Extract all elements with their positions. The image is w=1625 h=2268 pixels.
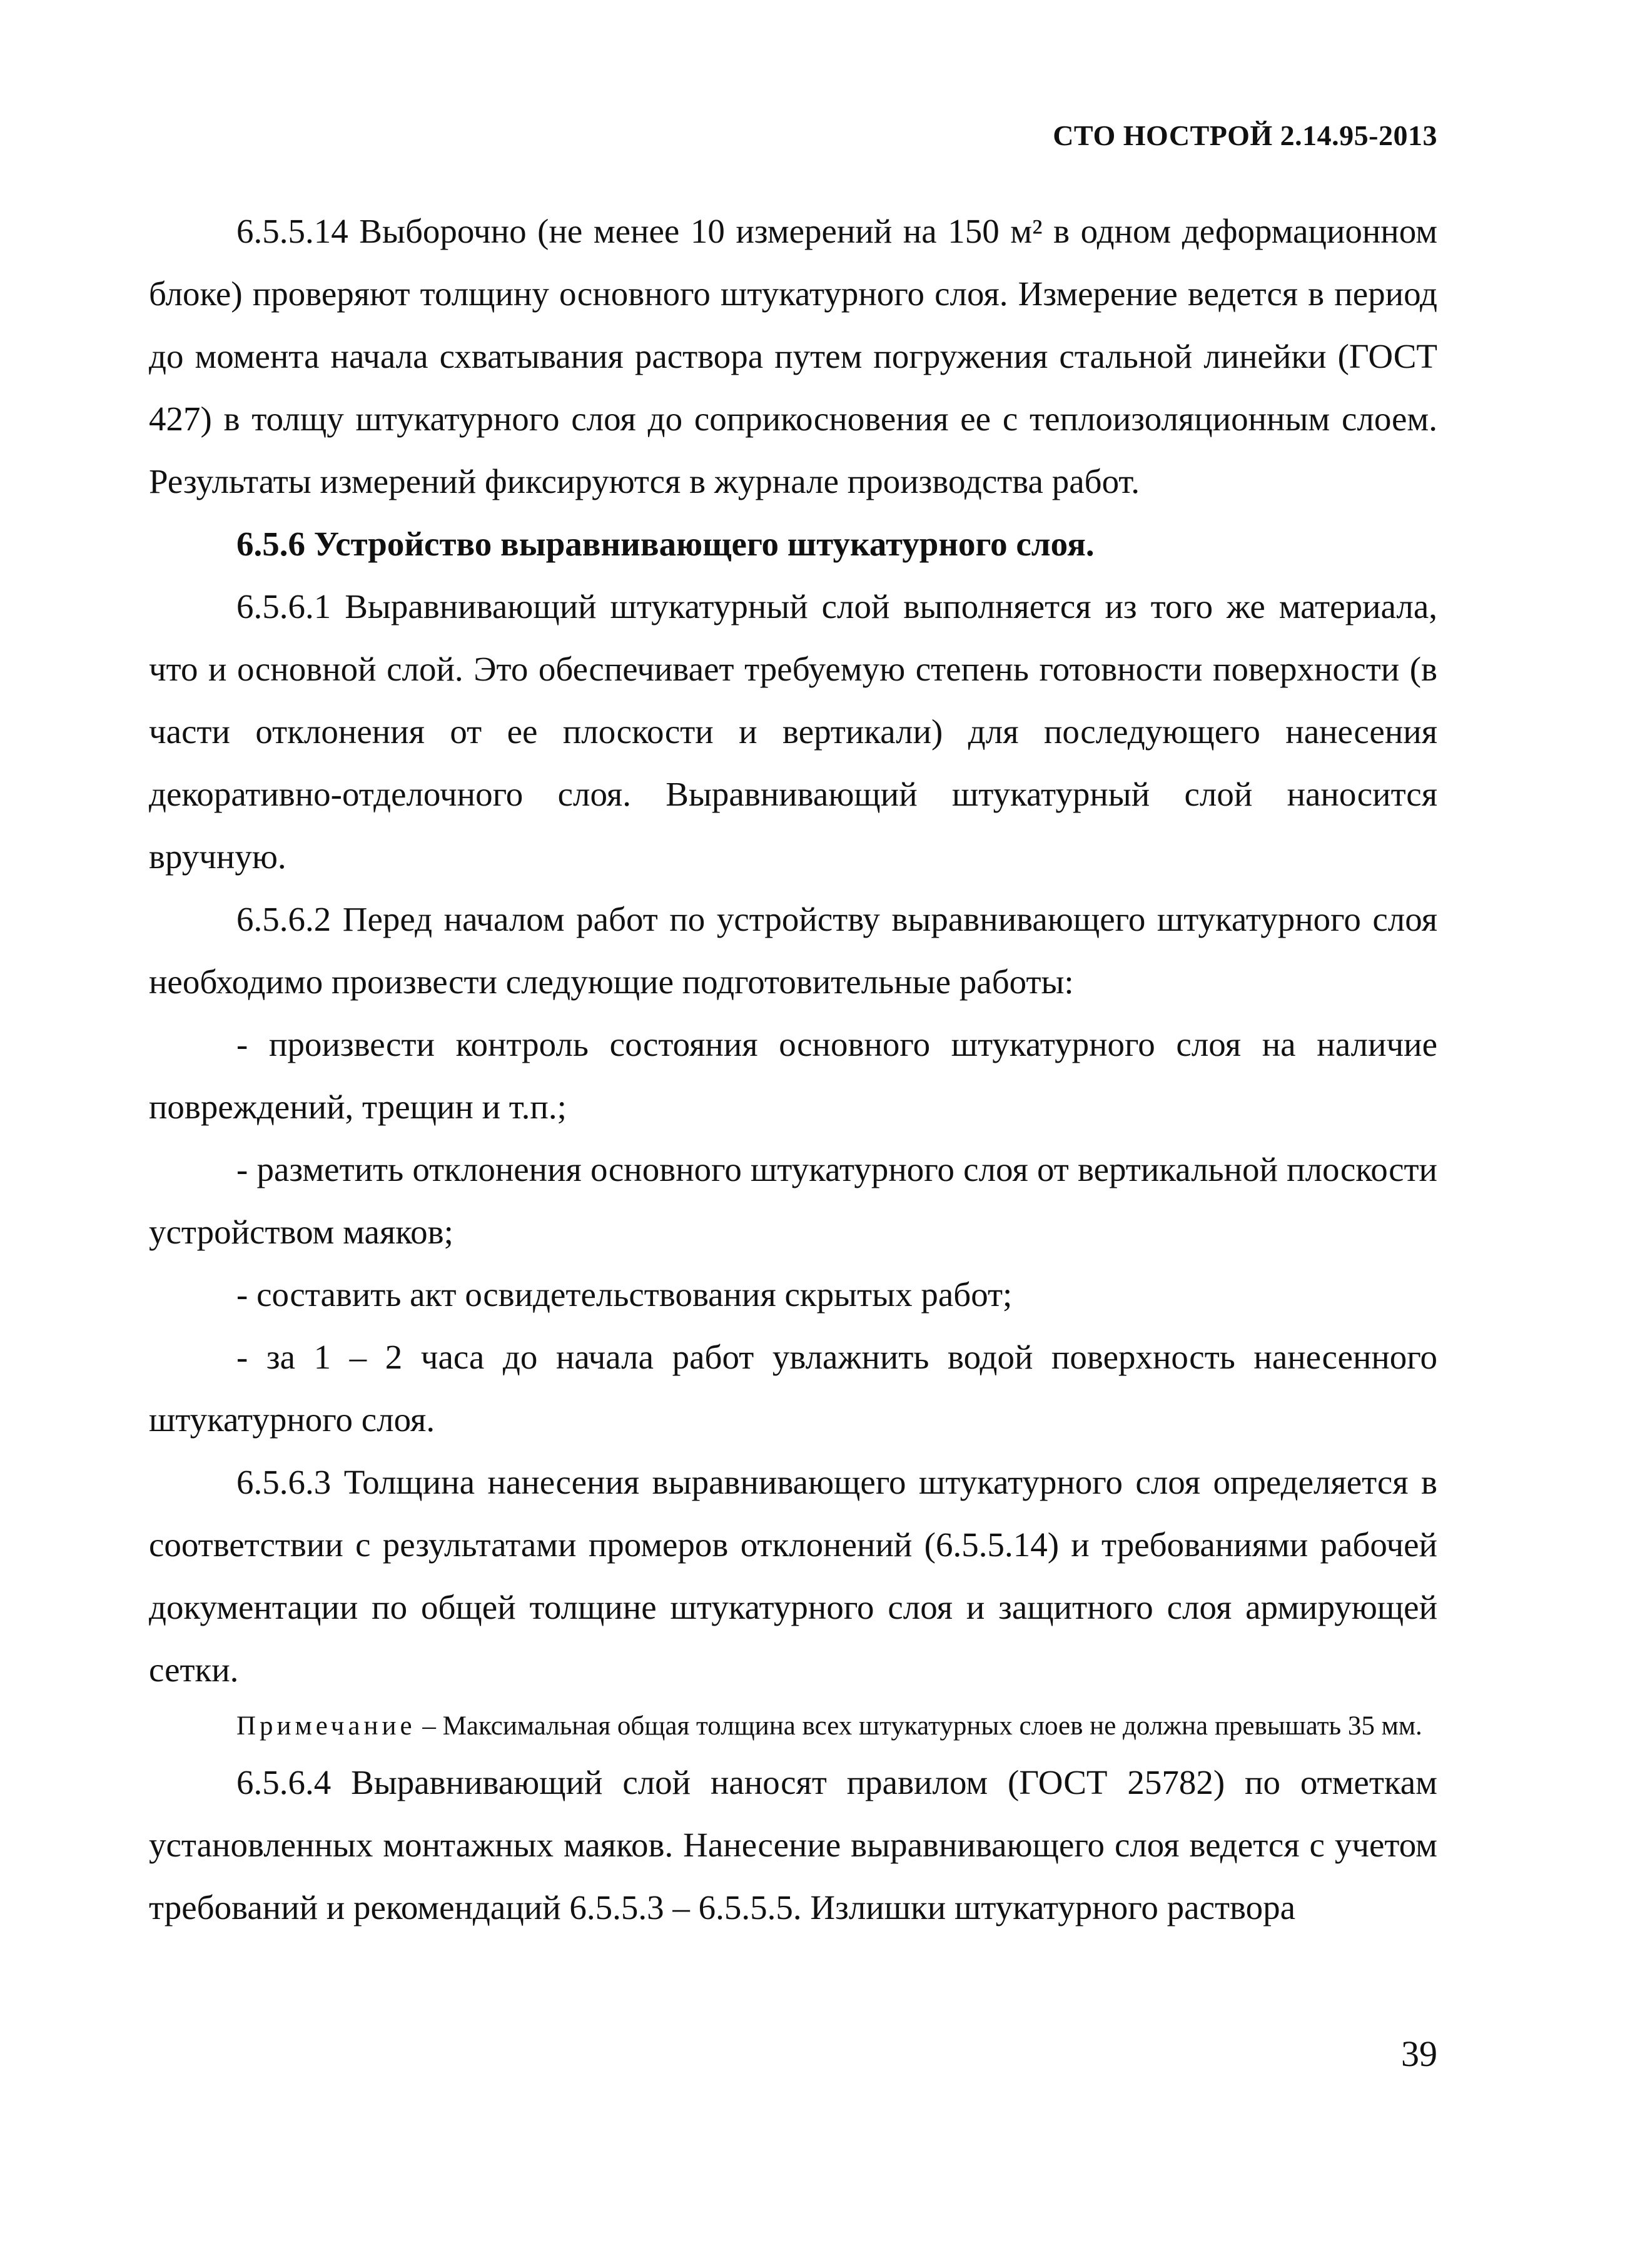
list-item-moisten-surface: - за 1 – 2 часа до начала работ увлажнить водой поверхность нанесенного штукатурного слоя. bbox=[149, 1338, 1437, 1439]
page-body bbox=[149, 200, 1437, 1939]
list-item-hidden-works-act: - составить акт освидетельствования скрытых работ; bbox=[236, 1275, 1013, 1314]
paragraph-6-5-5-14: 6.5.5.14 Выборочно (не менее 10 измерений на 150 м² в одном деформационном блоке) проверяют толщину основного штукатурного слоя. Измерение ведется в период до момента начала схватывания раствора путем погружения стальной линейки (ГОСТ 427) в толщу штукатурного слоя до соприкосновения ее с теплоизоляционным слоем. Результаты измерений фиксируются в журнале производства работ. bbox=[149, 212, 1437, 500]
paragraph-6-5-6-3: 6.5.6.3 Толщина нанесения выравнивающего штукатурного слоя определяется в соответствии с результатами промеров отклонений (6.5.5.14) и требованиями рабочей документации по общей толщине штукатурного слоя и защитного слоя армирующей сетки. bbox=[149, 1463, 1437, 1689]
note-text: – Максимальная общая толщина всех штукатурных слоев не должна превышать 35 мм. bbox=[415, 1711, 1422, 1741]
paragraph-6-5-6-2: 6.5.6.2 Перед началом работ по устройству выравнивающего штукатурного слоя необходимо произвести следующие подготовительные работы: bbox=[149, 900, 1437, 1001]
document-code-header: СТО НОСТРОЙ 2.14.95-2013 bbox=[1053, 119, 1437, 151]
paragraph-6-5-6-4: 6.5.6.4 Выравнивающий слой наносят правилом (ГОСТ 25782) по отметкам установленных монтажных маяков. Нанесение выравнивающего слоя ведется с учетом требований и рекомендаций 6.5.5.3 – 6.5.5.5. Излишки штукатурного раствора bbox=[149, 1763, 1437, 1926]
paragraph-6-5-6-1: 6.5.6.1 Выравнивающий штукатурный слой выполняется из того же материала, что и основной слой. Это обеспечивает требуемую степень готовности поверхности (в части отклонения от ее плоскости и вертикали) для последующего нанесения декоративно-отделочного слоя. Выравнивающий штукатурный слой наносится вручную. bbox=[149, 587, 1437, 876]
page-number: 39 bbox=[1401, 2033, 1437, 2074]
note-label: Примечание bbox=[236, 1711, 416, 1741]
list-item-inspect-base-layer: - произвести контроль состояния основного штукатурного слоя на наличие повреждений, трещин и т.п.; bbox=[149, 1025, 1437, 1126]
note bbox=[149, 1701, 1437, 1751]
list-item-mark-deviations: - разметить отклонения основного штукатурного слоя от вертикальной плоскости устройством маяков; bbox=[149, 1150, 1437, 1251]
section-heading-6-5-6: 6.5.6 Устройство выравнивающего штукатурного слоя. bbox=[236, 525, 1095, 563]
